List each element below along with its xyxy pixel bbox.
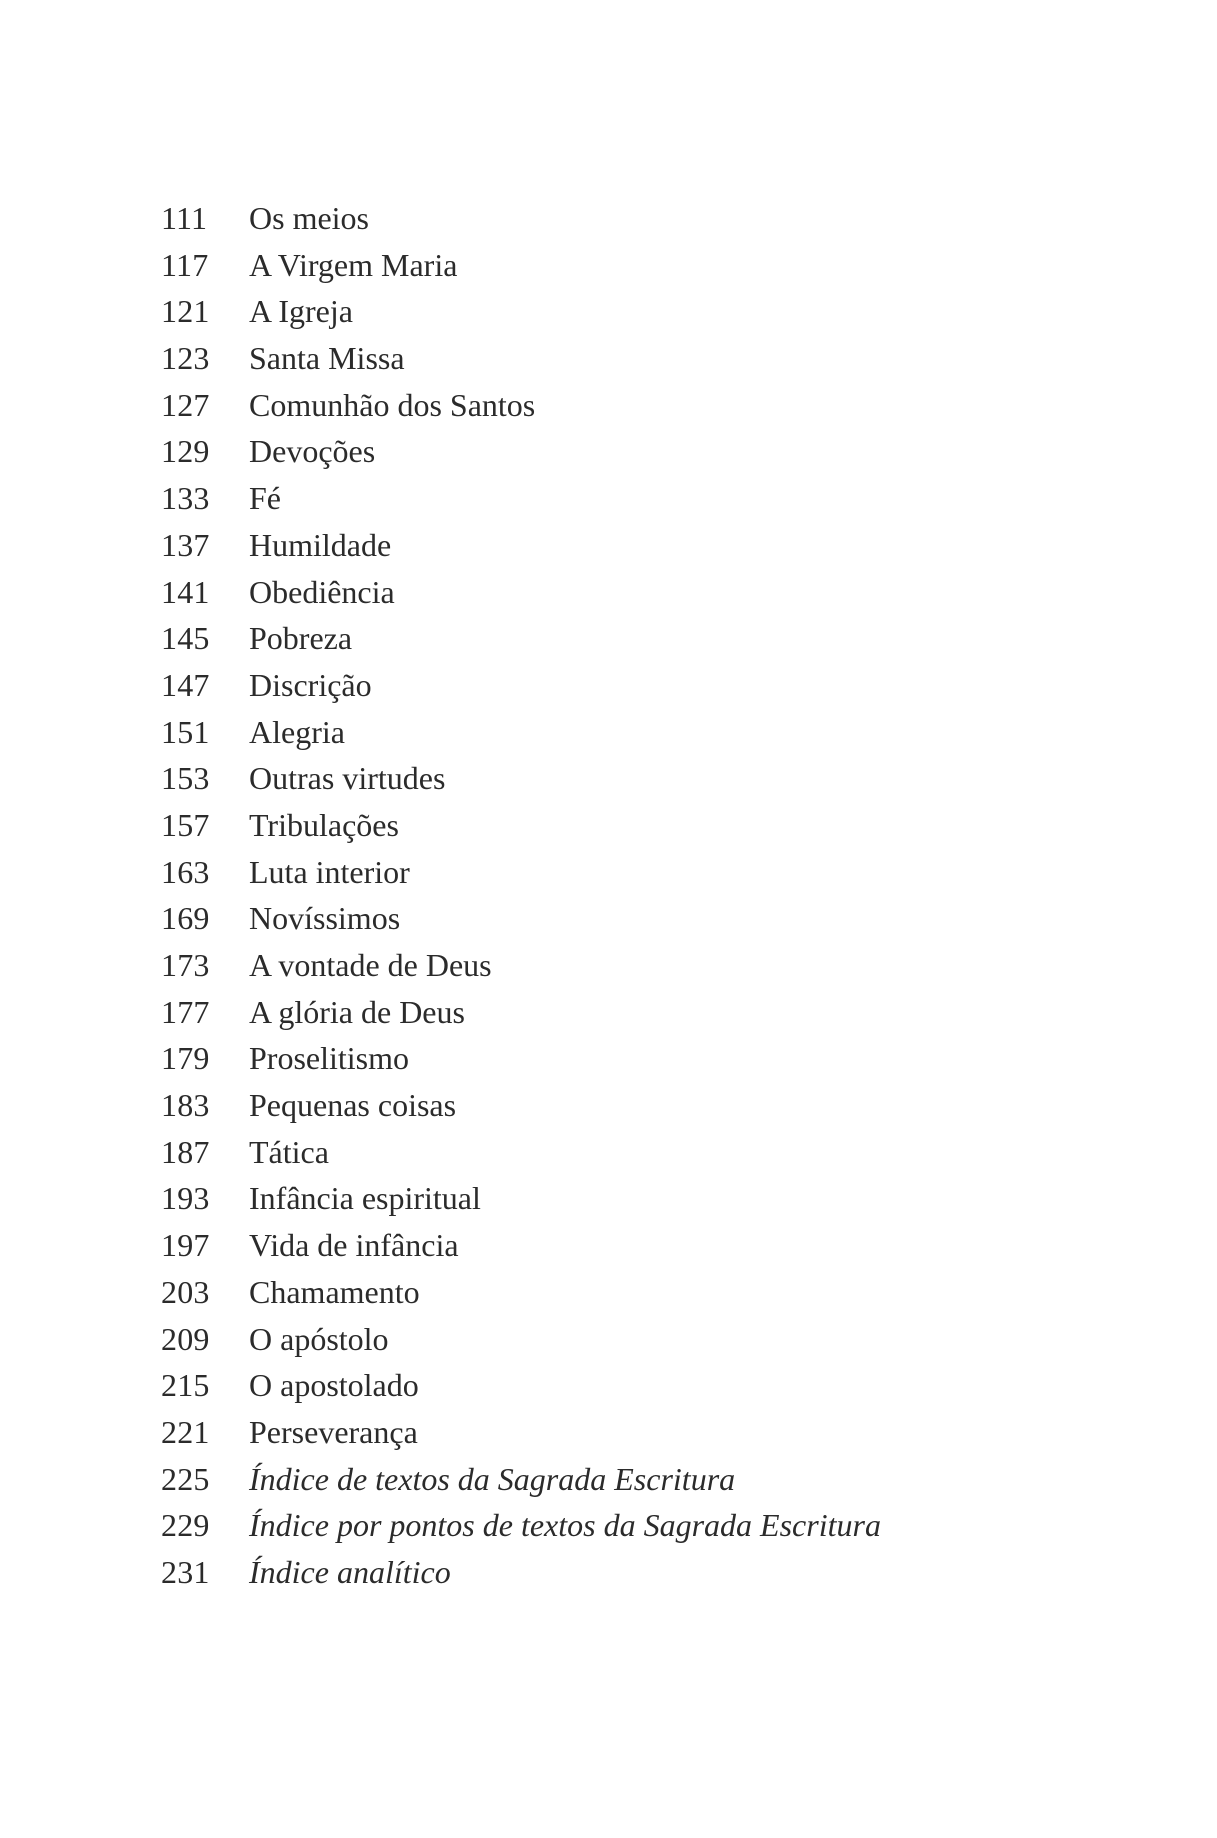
toc-entry-title: A Virgem Maria [249, 246, 458, 283]
toc-entry [161, 895, 1161, 942]
toc-entry-title: Luta interior [249, 853, 410, 890]
toc-entry-title: Santa Missa [249, 340, 405, 377]
toc-entry [161, 475, 1161, 522]
toc-entry-title: Devoções [249, 433, 376, 470]
toc-page-number: 123 [161, 340, 210, 377]
toc-entry-title: Os meios [249, 200, 369, 236]
toc-page-number: 221 [161, 1413, 210, 1450]
toc-entry [161, 1222, 1161, 1269]
toc-entry [161, 802, 1161, 849]
toc-page-number: 229 [161, 1507, 210, 1544]
toc-entry [161, 1129, 1161, 1176]
toc-entry [161, 1035, 1161, 1082]
toc-page-number: 177 [161, 993, 210, 1030]
toc-page-number: 147 [161, 666, 210, 703]
toc-page-number: 129 [161, 433, 210, 470]
toc-page-number: 117 [161, 246, 209, 283]
toc-entry [161, 942, 1161, 989]
toc-entry-title: Chamamento [249, 1273, 420, 1310]
toc-page-number: 157 [161, 806, 210, 843]
toc-entry [161, 755, 1161, 802]
toc-page-number: 209 [161, 1320, 210, 1357]
toc-entry-title: A glória de Deus [249, 993, 465, 1030]
toc-page-number: 133 [161, 480, 210, 517]
toc-entry [161, 335, 1161, 382]
toc-entry-title: A vontade de Deus [249, 947, 492, 983]
toc-page-number: 173 [161, 947, 210, 983]
toc-page-number: 111 [161, 200, 208, 236]
table-of-contents [161, 195, 1161, 1596]
toc-entry-title: Discrição [249, 666, 372, 703]
toc-entry-title: Infância espiritual [249, 1180, 481, 1217]
toc-entry [161, 1082, 1161, 1129]
toc-entry [161, 288, 1161, 335]
toc-entry-title: Pequenas coisas [249, 1087, 457, 1124]
toc-page-number: 187 [161, 1133, 210, 1170]
toc-entry [161, 615, 1161, 662]
toc-page-number: 169 [161, 900, 210, 937]
toc-entry-title: O apostolado [249, 1367, 419, 1404]
toc-entry [161, 1269, 1161, 1316]
toc-entry [161, 1549, 1161, 1596]
toc-entry [161, 1175, 1161, 1222]
toc-page-number: 231 [161, 1553, 210, 1590]
toc-page-number: 141 [161, 573, 210, 610]
toc-entry-title: Obediência [249, 573, 395, 610]
toc-entry-title: Humildade [249, 526, 392, 563]
toc-entry-title: O apóstolo [249, 1320, 389, 1357]
toc-entry [161, 569, 1161, 616]
toc-entry-title: Alegria [249, 713, 345, 750]
toc-entry-title: Índice por pontos de textos da Sagrada Escritura [249, 1507, 881, 1544]
toc-entry-title: Outras virtudes [249, 760, 446, 797]
toc-page-number: 121 [161, 293, 210, 330]
toc-page-number: 225 [161, 1460, 210, 1497]
toc-entry-title: Pobreza [249, 620, 353, 657]
toc-entry-title: Novíssimos [249, 900, 401, 937]
toc-entry-title: Índice de textos da Sagrada Escritura [249, 1460, 736, 1497]
toc-entry-title: Índice analítico [249, 1553, 451, 1590]
toc-page-number: 163 [161, 853, 210, 890]
toc-entry-title: Fé [249, 480, 281, 517]
toc-entry [161, 195, 1161, 242]
toc-page-number: 215 [161, 1367, 210, 1404]
toc-page-number: 153 [161, 760, 210, 797]
toc-page-number: 127 [161, 386, 210, 423]
toc-page-number: 137 [161, 526, 210, 563]
toc-entry [161, 1362, 1161, 1409]
toc-page-number: 203 [161, 1273, 210, 1310]
toc-page-number: 197 [161, 1227, 210, 1264]
toc-entry-title: Tribulações [249, 806, 399, 843]
toc-entry [161, 662, 1161, 709]
toc-entry-title: Perseverança [249, 1413, 418, 1450]
toc-entry [161, 989, 1161, 1036]
toc-entry-title: A Igreja [249, 293, 353, 330]
toc-entry [161, 1409, 1161, 1456]
toc-entry [161, 709, 1161, 756]
toc-entry [161, 849, 1161, 896]
toc-entry [161, 522, 1161, 569]
toc-entry [161, 242, 1161, 289]
toc-entry [161, 1456, 1161, 1503]
toc-entry [161, 428, 1161, 475]
toc-entry-title: Proselitismo [249, 1040, 410, 1077]
toc-page-number: 179 [161, 1040, 210, 1077]
toc-entry [161, 382, 1161, 429]
toc-page-number: 193 [161, 1180, 210, 1217]
toc-page-number: 183 [161, 1087, 210, 1124]
toc-entry-title: Comunhão dos Santos [249, 386, 536, 423]
toc-entry [161, 1316, 1161, 1363]
toc-entry [161, 1502, 1161, 1549]
toc-page-number: 151 [161, 713, 210, 750]
toc-entry-title: Tática [249, 1133, 329, 1170]
toc-entry-title: Vida de infância [249, 1227, 459, 1264]
toc-page-number: 145 [161, 620, 210, 657]
